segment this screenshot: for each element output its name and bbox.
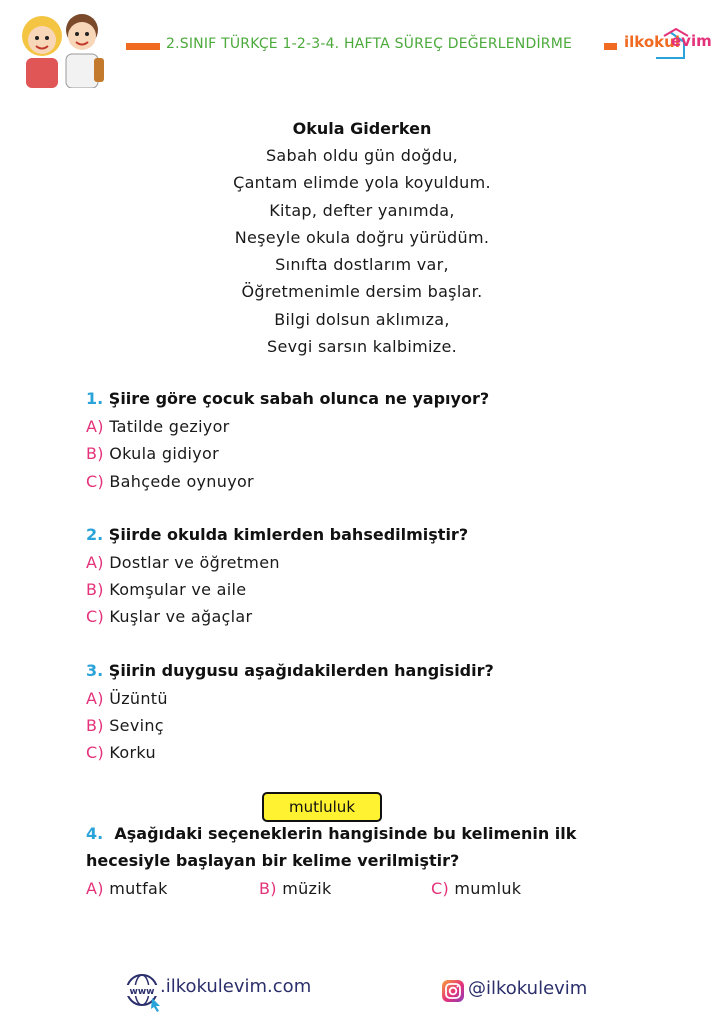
option-1a[interactable] bbox=[86, 417, 230, 436]
poem-line: Kitap, defter yanımda, bbox=[269, 200, 455, 220]
option-text: müzik bbox=[282, 879, 332, 898]
option-letter: A) bbox=[86, 417, 104, 436]
option-letter: A) bbox=[86, 553, 104, 572]
option-text: Tatilde geziyor bbox=[109, 417, 230, 436]
option-text: Dostlar ve öğretmen bbox=[109, 553, 280, 572]
option-letter: C) bbox=[431, 879, 450, 898]
question-4 bbox=[86, 824, 576, 843]
option-text: Bahçede oynuyor bbox=[109, 472, 254, 491]
option-3b[interactable] bbox=[86, 716, 164, 735]
option-4a[interactable] bbox=[86, 879, 168, 898]
option-2b[interactable] bbox=[86, 580, 246, 599]
header-accent-bar-right bbox=[604, 43, 617, 50]
question-text: Aşağıdaki seçeneklerin hangisinde bu kelimenin ilk bbox=[114, 824, 577, 843]
option-text: Üzüntü bbox=[109, 689, 168, 708]
option-letter: A) bbox=[86, 689, 104, 708]
option-letter: C) bbox=[86, 607, 105, 626]
option-text: Kuşlar ve ağaçlar bbox=[109, 607, 253, 626]
option-letter: B) bbox=[86, 716, 104, 735]
question-1 bbox=[86, 389, 489, 408]
instagram-icon bbox=[442, 980, 464, 1002]
option-letter: B) bbox=[259, 879, 277, 898]
highlighted-word: mutluluk bbox=[262, 792, 382, 822]
poem-line: Neşeyle okula doğru yürüdüm. bbox=[234, 227, 490, 247]
question-text: Şiirde okulda kimlerden bahsedilmiştir? bbox=[108, 525, 469, 544]
globe-icon bbox=[124, 972, 164, 1012]
question-text: Şiirin duygusu aşağıdakilerden hangisidir? bbox=[108, 661, 494, 680]
option-4c[interactable] bbox=[431, 879, 521, 898]
page-title: 2.SINIF TÜRKÇE 1-2-3-4. HAFTA SÜREÇ DEĞERLENDİRME bbox=[166, 36, 573, 52]
option-4b[interactable] bbox=[259, 879, 332, 898]
logo-text-evim: evim bbox=[671, 32, 712, 50]
poem bbox=[0, 116, 724, 360]
option-2c[interactable] bbox=[86, 607, 252, 626]
logo-text-ilkokul: ilkokul bbox=[624, 33, 680, 51]
poem-line: Bilgi dolsun aklımıza, bbox=[274, 309, 450, 329]
question-2 bbox=[86, 525, 468, 544]
poem-line: Sabah oldu gün doğdu, bbox=[265, 146, 459, 165]
poem-line: Öğretmenimle dersim başlar. bbox=[241, 282, 483, 302]
option-1c[interactable] bbox=[86, 472, 254, 491]
question-text: Şiire göre çocuk sabah olunca ne yapıyor? bbox=[108, 389, 490, 408]
www-label: www bbox=[129, 987, 155, 997]
option-text: mutfak bbox=[109, 879, 168, 898]
question-number: 4. bbox=[86, 824, 104, 843]
option-text: mumluk bbox=[454, 879, 522, 898]
poem-line: Çantam elimde yola koyuldum. bbox=[233, 173, 491, 193]
option-text: Okula gidiyor bbox=[109, 444, 220, 463]
option-1b[interactable] bbox=[86, 444, 219, 463]
option-text: Sevinç bbox=[109, 716, 164, 735]
question-number: 3. bbox=[86, 661, 104, 680]
option-text: Korku bbox=[109, 743, 156, 762]
question-number: 2. bbox=[86, 525, 104, 544]
kids-illustration bbox=[14, 6, 110, 88]
question-3 bbox=[86, 661, 494, 680]
question-4-continued: hecesiyle başlayan bir kelime verilmiştir? bbox=[86, 851, 460, 870]
poem-line: Sevgi sarsın kalbimize. bbox=[267, 337, 457, 357]
website-link[interactable]: .ilkokulevim.com bbox=[160, 976, 312, 997]
option-2a[interactable] bbox=[86, 553, 280, 572]
option-letter: C) bbox=[86, 743, 105, 762]
option-letter: A) bbox=[86, 879, 104, 898]
header-accent-bar-left bbox=[126, 43, 160, 50]
option-letter: B) bbox=[86, 444, 104, 463]
instagram-handle[interactable]: @ilkokulevim bbox=[468, 978, 588, 999]
option-3a[interactable] bbox=[86, 689, 168, 708]
option-3c[interactable] bbox=[86, 743, 156, 762]
poem-line: Sınıfta dostlarım var, bbox=[275, 255, 449, 275]
option-text: Komşular ve aile bbox=[109, 580, 247, 599]
option-letter: B) bbox=[86, 580, 104, 599]
option-letter: C) bbox=[86, 472, 105, 491]
poem-title: Okula Giderken bbox=[292, 119, 432, 138]
question-number: 1. bbox=[86, 389, 104, 408]
